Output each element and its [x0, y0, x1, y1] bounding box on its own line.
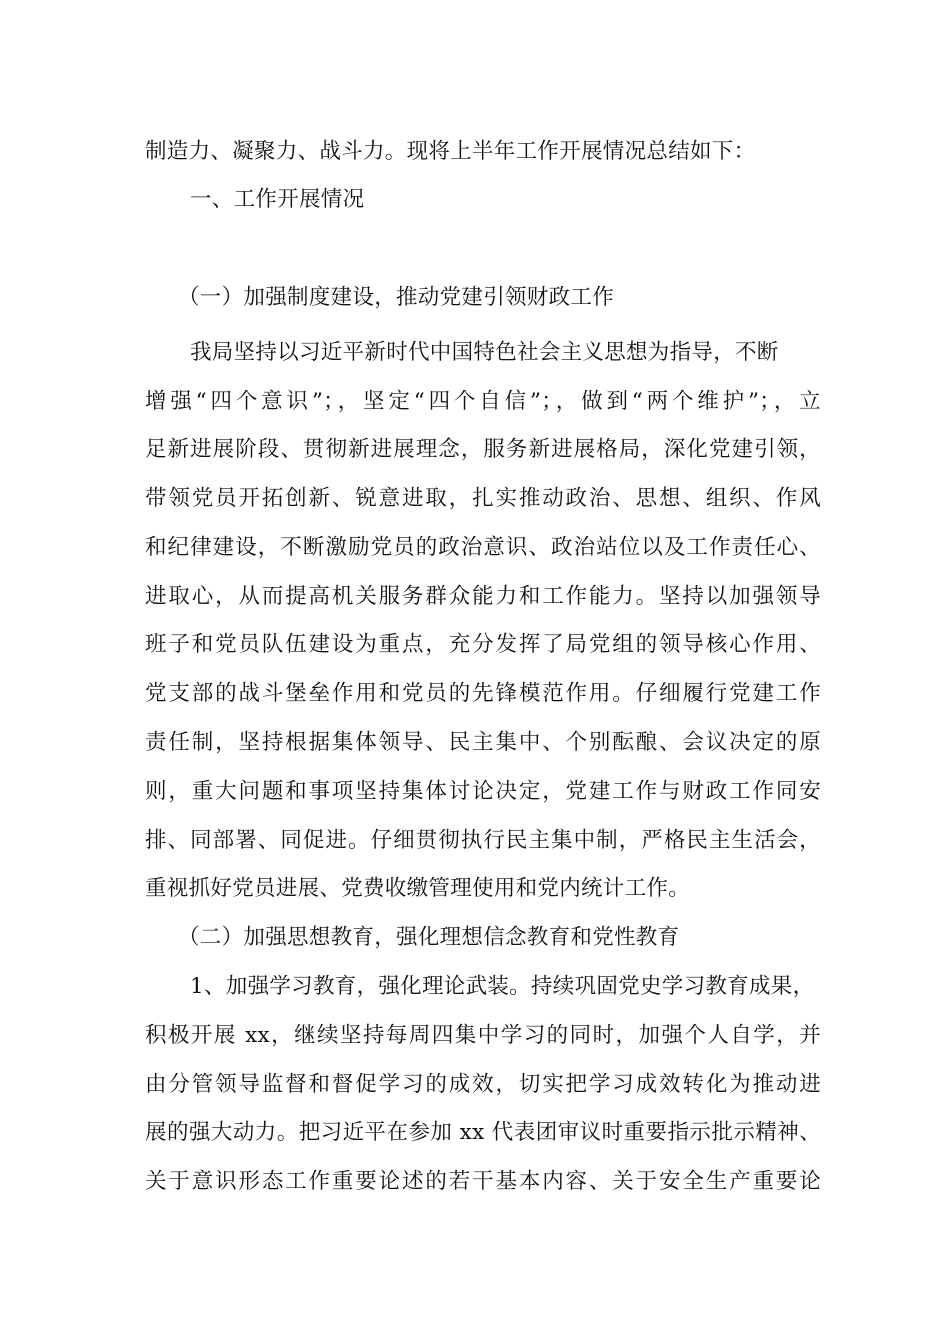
- section-heading: 一、工作开展情况: [190, 187, 365, 212]
- text-line: 则，重大问题和事项坚持集体讨论决定，党建工作与财政工作同安: [145, 779, 821, 804]
- text-line: 进取心，从而提高机关服务群众能力和工作能力。坚持以加强领导: [145, 584, 821, 609]
- subsection-heading: （一）加强制度建设，推动党建引领财政工作: [178, 285, 615, 310]
- text-line: 由分管领导监督和督促学习的成效，切实把学习成效转化为推动进: [145, 1072, 821, 1097]
- text-line: 和纪律建设，不断激励党员的政治意识、政治站位以及工作责任心、: [145, 535, 821, 560]
- text-line: 重视抓好党员进展、党费收缴管理使用和党内统计工作。: [145, 876, 691, 901]
- text-line: 制造力、凝聚力、战斗力。现将上半年工作开展情况总结如下：: [145, 139, 756, 164]
- text-line: 带领党员开拓创新、锐意进取，扎实推动政治、思想、组织、作风: [145, 486, 821, 511]
- text-line: 增强“四个意识”；，坚定“四个自信”；，做到“两个维护”；，立: [145, 389, 821, 414]
- text-line: 1、加强学习教育，强化理论武装。持续巩固党史学习教育成果，: [190, 974, 815, 999]
- subsection-heading: （二）加强思想教育，强化理想信念教育和党性教育: [178, 925, 680, 950]
- text-line: 我局坚持以习近平新时代中国特色社会主义思想为指导，不断: [190, 340, 779, 365]
- text-line: 积极开展 xx，继续坚持每周四集中学习的同时，加强个人自学，并: [145, 1023, 821, 1048]
- text-line: 党支部的战斗堡垒作用和党员的先锋模范作用。仔细履行党建工作: [145, 681, 821, 706]
- text-line: 班子和党员队伍建设为重点，充分发挥了局党组的领导核心作用、: [145, 632, 821, 657]
- text-line: 关于意识形态工作重要论述的若干基本内容、关于安全生产重要论: [145, 1169, 821, 1194]
- text-line: 排、同部署、同促进。仔细贯彻执行民主集中制，严格民主生活会，: [145, 828, 821, 853]
- text-line: 展的强大动力。把习近平在参加 xx 代表团审议时重要指示批示精神、: [145, 1120, 821, 1145]
- text-line: 足新进展阶段、贯彻新进展理念，服务新进展格局，深化党建引领，: [145, 437, 821, 462]
- text-line: 责任制，坚持根据集体领导、民主集中、个别酝酿、会议决定的原: [145, 730, 821, 755]
